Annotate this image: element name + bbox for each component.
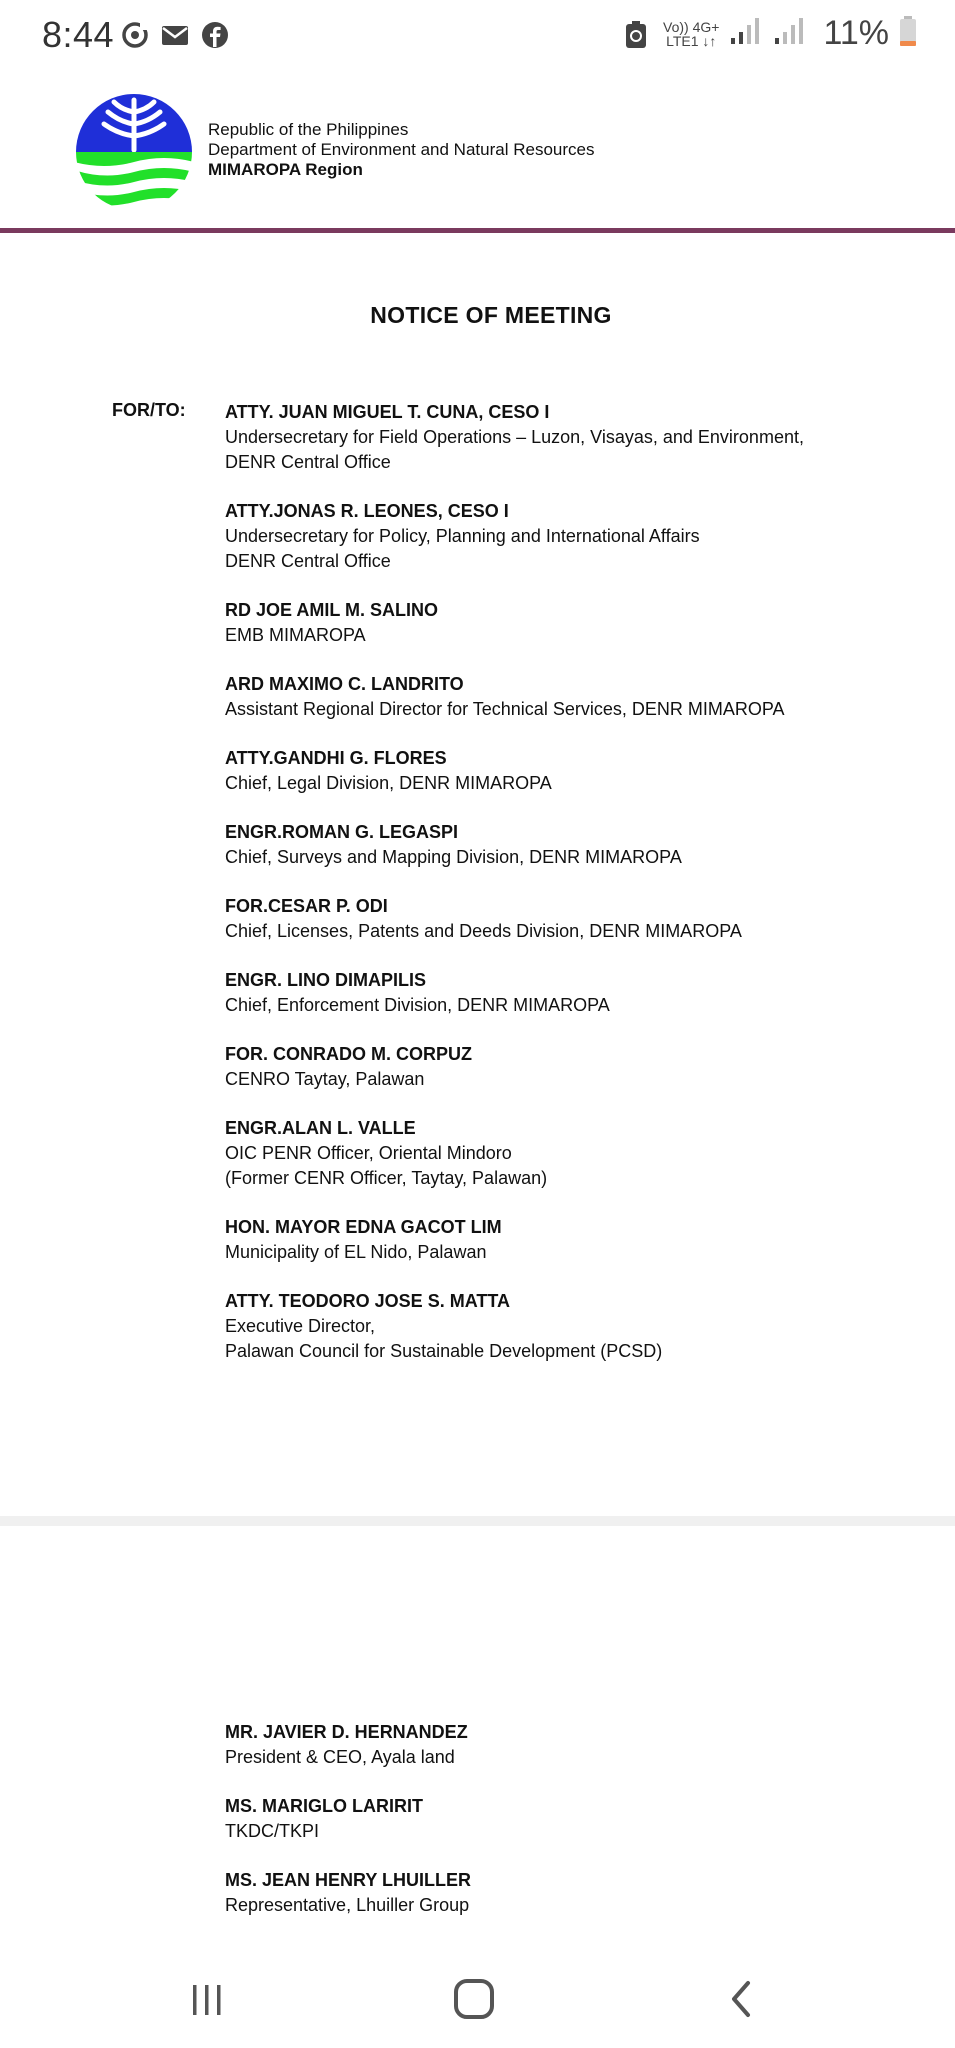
recipient-detail: Palawan Council for Sustainable Development (PCSD) <box>225 1341 663 1361</box>
recipient-entry <box>225 400 925 475</box>
recipient-detail: Assistant Regional Director for Technical Services, DENR MIMAROPA <box>225 699 785 719</box>
recipient-detail: Undersecretary for Field Operations – Luzon, Visayas, and Environment, <box>225 427 804 447</box>
recipient-detail: CENRO Taytay, Palawan <box>225 1069 425 1089</box>
network-bottom-label: LTE1 ↓↑ <box>666 32 717 49</box>
recipient-entry <box>225 1042 925 1092</box>
header-divider <box>0 228 955 233</box>
status-bar <box>0 0 955 70</box>
recipient-name: ENGR.ALAN L. VALLE <box>225 1118 416 1138</box>
recipient-name: MS. MARIGLO LARIRIT <box>225 1796 423 1816</box>
recipient-entry <box>225 1868 925 1918</box>
recipient-detail: Municipality of EL Nido, Palawan <box>225 1242 487 1262</box>
recipient-entry <box>225 894 925 944</box>
recipient-detail: OIC PENR Officer, Oriental Mindoro <box>225 1143 512 1163</box>
signal-strength-icon-2 <box>773 16 807 51</box>
recipient-detail: Undersecretary for Policy, Planning and International Affairs <box>225 526 700 546</box>
recipient-name: FOR. CONRADO M. CORPUZ <box>225 1044 472 1064</box>
recipient-list <box>225 400 925 1388</box>
denr-logo <box>74 92 194 212</box>
facebook-icon <box>200 20 230 50</box>
notification-icons <box>120 20 230 50</box>
org-line-region: MIMAROPA Region <box>208 160 363 179</box>
mail-icon <box>160 20 190 50</box>
recent-apps-icon[interactable] <box>177 1974 237 2024</box>
recycle-badge-icon <box>623 19 653 49</box>
recipient-name: ATTY.GANDHI G. FLORES <box>225 748 447 768</box>
recipient-entry <box>225 1116 925 1191</box>
recipient-name: ENGR. LINO DIMAPILIS <box>225 970 427 990</box>
document-title: NOTICE OF MEETING <box>370 302 612 328</box>
recipient-entry <box>225 968 925 1018</box>
recipient-entry <box>225 1215 925 1265</box>
page-separator <box>0 1516 955 1526</box>
sync-icon <box>120 20 150 50</box>
navigation-bar <box>0 1950 955 2048</box>
recipient-detail: EMB MIMAROPA <box>225 625 366 645</box>
network-top-label: Vo)) 4G+ <box>663 18 720 35</box>
recipient-detail: Chief, Licenses, Patents and Deeds Division, DENR MIMAROPA <box>225 921 742 941</box>
recipient-entry <box>225 746 925 796</box>
recipient-name: HON. MAYOR EDNA GACOT LIM <box>225 1217 502 1237</box>
recipient-entry <box>225 1794 925 1844</box>
battery-percent: 11% <box>823 14 889 52</box>
recipient-name: MR. JAVIER D. HERNANDEZ <box>225 1722 468 1742</box>
recipient-detail: President & CEO, Ayala land <box>225 1747 455 1767</box>
recipient-detail: Chief, Enforcement Division, DENR MIMAROPA <box>225 995 610 1015</box>
recipient-name: ARD MAXIMO C. LANDRITO <box>225 674 464 694</box>
org-line-department: Department of Environment and Natural Resources <box>208 140 595 159</box>
recipient-detail: DENR Central Office <box>225 452 391 472</box>
back-icon[interactable] <box>712 1974 772 2024</box>
recipient-list-page-2 <box>225 1720 925 1942</box>
recipient-name: ENGR.ROMAN G. LEGASPI <box>225 822 459 842</box>
recipient-entry <box>225 672 925 722</box>
recipient-detail: Executive Director, <box>225 1316 376 1336</box>
recipient-detail: DENR Central Office <box>225 551 391 571</box>
system-status <box>623 14 917 53</box>
recipient-name: ATTY. JUAN MIGUEL T. CUNA, CESO I <box>225 402 550 422</box>
recipient-entry <box>225 1720 925 1770</box>
recipient-detail: Chief, Legal Division, DENR MIMAROPA <box>225 773 552 793</box>
network-type <box>663 20 719 48</box>
recipient-name: RD JOE AMIL M. SALINO <box>225 600 439 620</box>
recipient-detail: (Former CENR Officer, Taytay, Palawan) <box>225 1168 548 1188</box>
recipient-name: FOR.CESAR P. ODI <box>225 896 388 916</box>
home-icon[interactable] <box>444 1974 504 2024</box>
letterhead <box>0 80 955 230</box>
battery-icon <box>899 15 917 52</box>
org-line-country: Republic of the Philippines <box>208 120 409 139</box>
organization-block <box>208 120 594 180</box>
recipient-name: MS. JEAN HENRY LHUILLER <box>225 1870 472 1890</box>
recipient-name: ATTY.JONAS R. LEONES, CESO I <box>225 501 509 521</box>
recipient-detail: Representative, Lhuiller Group <box>225 1895 470 1915</box>
recipient-entry <box>225 1289 925 1364</box>
recipient-entry <box>225 499 925 574</box>
recipient-entry <box>225 820 925 870</box>
recipient-entry <box>225 598 925 648</box>
recipient-name: ATTY. TEODORO JOSE S. MATTA <box>225 1291 511 1311</box>
signal-strength-icon <box>729 16 763 51</box>
recipient-detail: Chief, Surveys and Mapping Division, DENR MIMAROPA <box>225 847 682 867</box>
for-to-label: FOR/TO: <box>112 400 186 420</box>
status-time: 8:44 <box>42 14 115 55</box>
recipient-detail: TKDC/TKPI <box>225 1821 320 1841</box>
